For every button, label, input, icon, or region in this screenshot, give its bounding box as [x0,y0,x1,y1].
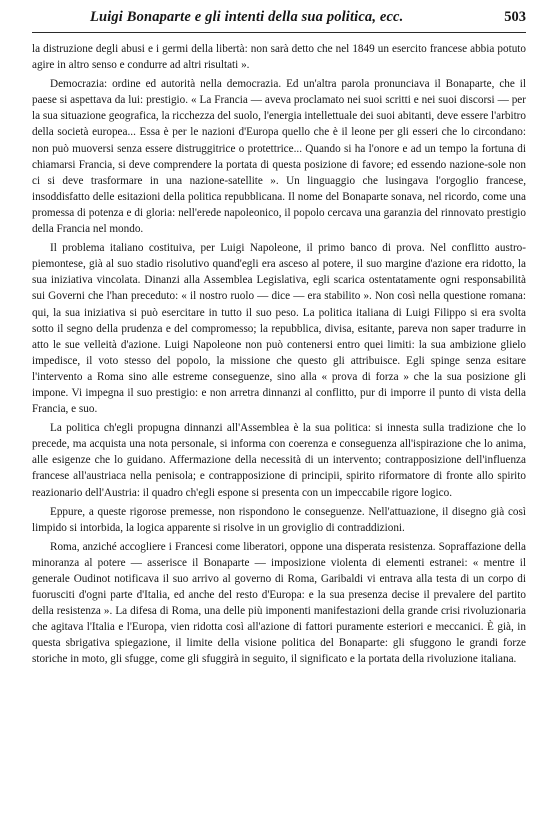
body-text [32,41,526,668]
paragraph-roma: Roma, anziché accogliere i Francesi come liberatori, oppone una disperata resistenza. Sopraffazione della minoranza al potere — asserisce il Bonaparte — imposizione violenta di elementi estranei: « mentre il generale Oudinot notificava il suo arrivo al governo di Roma, Garibaldi vi entrava alla testa di un corpo di fuorusciti d'ogni parte d'Italia, ed anche del resto d'Europa: e la sua presenza decise il prevalere del partito della resistenza ». La difesa di Roma, una delle più imponenti manifestazioni della grande crisi rivoluzionaria che agitava l'Italia e l'Europa, vien ridotta così all'azione di fattori puramente esteriori e meccanici. È già, in questa sbrigativa spiegazione, il limite della visione politica del Bonaparte: gli sfuggono le grandi forze storiche in moto, gli sfugge, come gli sfuggirà in seguito, il significato e la portata della rivoluzione italiana. [32,540,526,666]
page-header [32,8,526,33]
paragraph-problema-italiano: Il problema italiano costituiva, per Luigi Napoleone, il primo banco di prova. Nel conflitto austro-piemontese, già al suo stadio risolutivo quand'egli era asceso al potere, il suo margine d'azione era ridotto, la sua iniziativa vincolata. Dinanzi alla Assemblea Legislativa, egli scarica ostentatamente ogni responsabilità sui Governi che l'han preceduto: « il nostro ruolo — dice — era stabilito ». Non così nella questione romana: qui, la sua iniziativa si può esercitare in tutto il suo peso. La politica italiana di Luigi Filippo si era svolta sotto il segno della prudenza e del compromesso; la repubblica, divisa, esitante, pareva non saper tradurre in atto le sue velleità d'azione. Luigi Napoleone non può contenersi entro quei limiti: la sua ambizione glielo impedisce, il voto stesso del popolo, la missione che questo gli attribuisce. Egli spinge senza esitare l'intervento a Roma sino alle estreme conseguenze, sino alla « prova di forza » che la sua posizione gli impone. Vi impegna il suo prestigio: e non arretra dinnanzi al conflitto, pur di imporre il punto di vista della Francia, e suo. [32,242,526,416]
paragraph-continued: la distruzione degli abusi e i germi della libertà: non sarà detto che nel 1849 un esercito francese abbia potuto agire in altro senso e condurre ad altri risultati ». [32,43,526,72]
running-title: Luigi Bonaparte e gli intenti della sua politica, ecc. [90,9,404,25]
page-number: 503 [504,9,526,25]
book-page [32,8,526,668]
paragraph-democrazia: Democrazia: ordine ed autorità nella democrazia. Ed un'altra parola pronunciava il Bonaparte, che il paese si aspettava da lui: prestigio. « La Francia — aveva proclamato nei suoi scritti e nei suoi discorsi — per la sua situazione geografica, la ricchezza del suolo, l'energia intellettuale dei suoi abitanti, deve essere l'arbitro della società europea... Essa è per le nazioni d'Europa quello che è il leone per gli esseri che lo circondano: non può muoversi senza essere distruggitrice o protettrice... Quando si ha l'onore e ad un tempo la fortuna di chiamarsi Francia, si deve comprendere la portata di questa posizione di favore; ed essendo nazione-sole non ci si deve trasformare in una nazione-satellite ». Un linguaggio che lusingava l'orgoglio francese, insoddisfatto delle esitazioni della politica repubblicana. Il nome del Bonaparte sonava, nel ricordo, come una promessa di potenza e di gloria: nell'erede napoleonico, il popolo cercava una garanzia del rinnovato prestigio della Francia nel mondo. [32,78,527,236]
paragraph-eppure: Eppure, a queste rigorose premesse, non rispondono le conseguenze. Nell'attuazione, il disegno già così limpido si intorbida, la logica apparente si risolve in un groviglio di contraddizioni. [32,505,526,534]
paragraph-politica: La politica ch'egli propugna dinnanzi all'Assemblea è la sua politica: si innesta sulla tradizione che lo precede, ma acquista una nota personale, si informa con coerenza e conseguenza all'ispirazione che lo anima, alle esigenze che lo guidano. Affermazione della necessità di un intervento; contrapposizione dell'influenza francese all'austriaca nella penisola; e contrapposizione di principii, spirito riformatore di fronte allo spirito reazionario dell'Austria: il quadro ch'egli espone si presenta con un impeccabile rigore logico. [32,422,526,499]
